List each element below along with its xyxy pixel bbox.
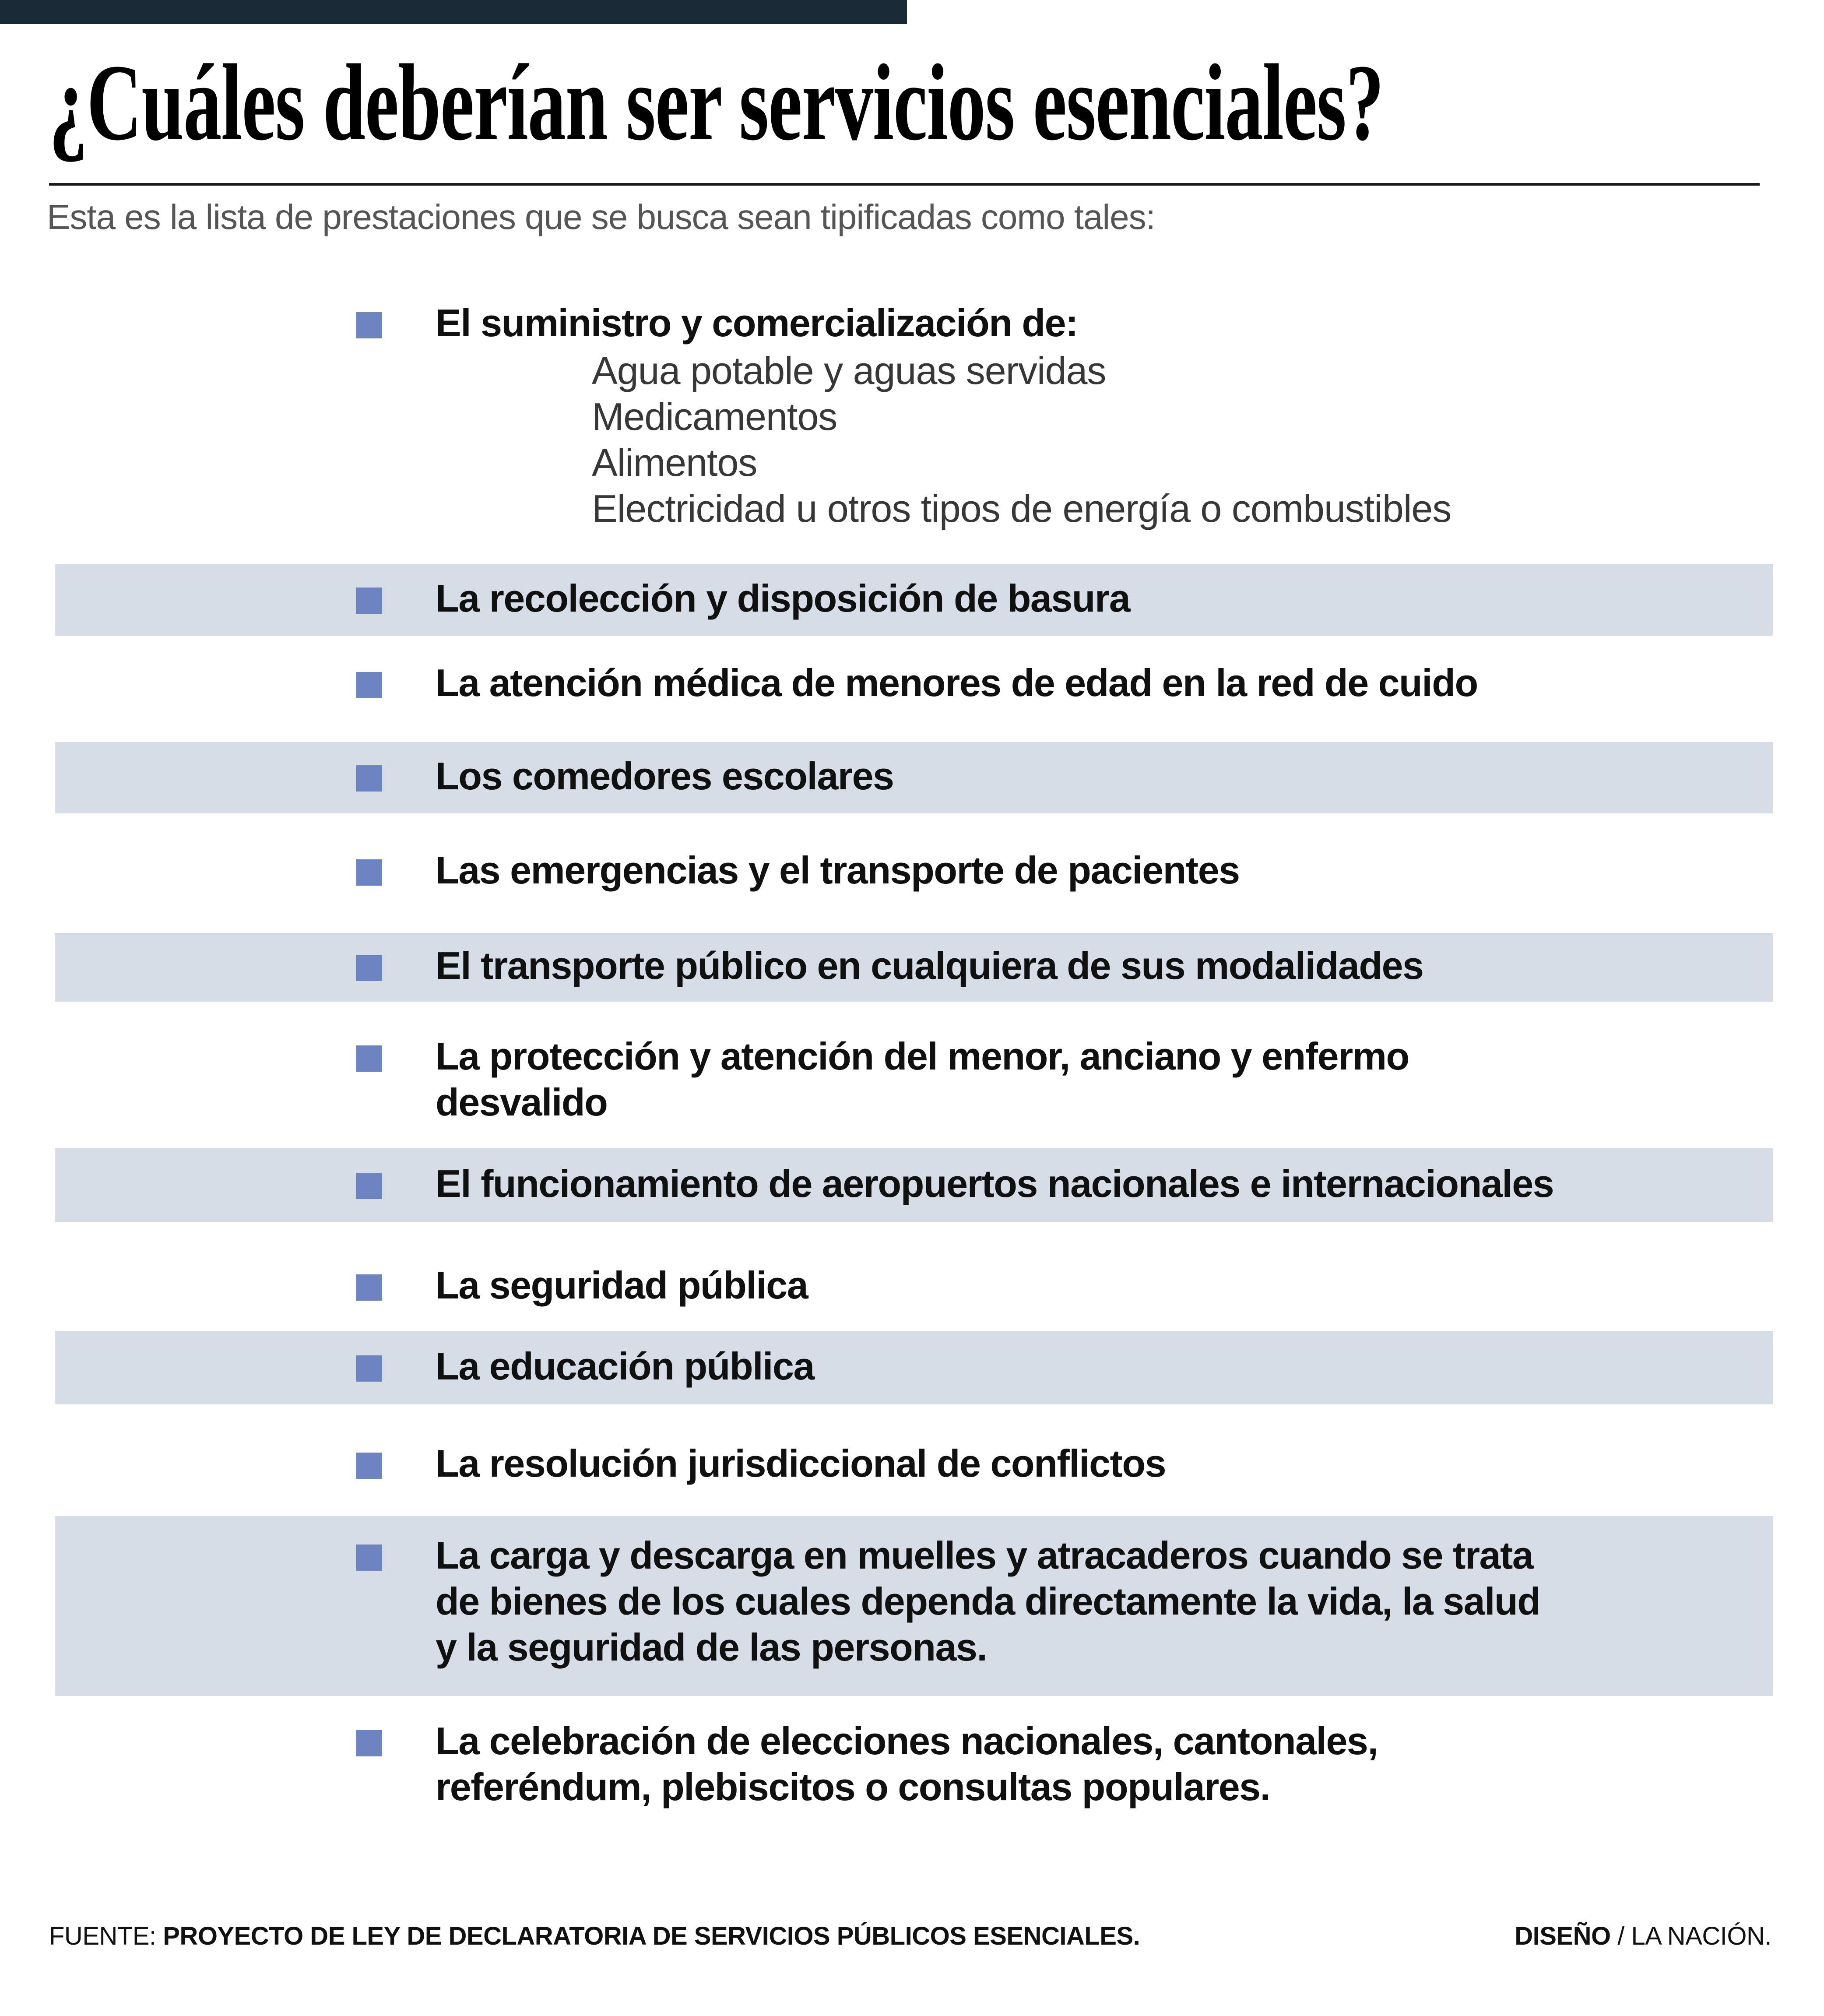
bullet-square-icon (356, 859, 382, 886)
row-stripe (55, 742, 1773, 813)
source-text: PROYECTO DE LEY DE DECLARATORIA DE SERVICIOS PÚBLICOS ESENCIALES. (163, 1922, 1140, 1950)
list-item-line: La celebración de elecciones nacionales, cantonales, (436, 1719, 1378, 1763)
list-item-label: La educación pública (436, 1344, 814, 1388)
top-accent-bar (0, 0, 907, 24)
bullet-square-icon (356, 1274, 382, 1301)
bullet-square-icon (356, 1173, 382, 1199)
design-credit (1515, 1921, 1771, 1952)
list-item-line: La carga y descarga en muelles y atracaderos cuando se trata (436, 1534, 1533, 1577)
page-title: ¿Cuáles deberían ser servicios esenciales? (49, 42, 1384, 163)
list-item-line: La protección y atención del menor, anciano y enfermo (436, 1034, 1409, 1078)
bullet-square-icon (356, 955, 382, 981)
bullet-square-icon (356, 765, 382, 792)
sub-item: Electricidad u otros tipos de energía o combustibles (592, 487, 1451, 530)
bullet-square-icon (356, 1045, 382, 1072)
list-item-label: El suministro y comercialización de: (436, 301, 1078, 345)
list-item-label: La atención médica de menores de edad en la red de cuido (436, 661, 1478, 704)
bullet-square-icon (356, 312, 382, 338)
source-credit (49, 1921, 1140, 1952)
design-label: DISEÑO (1515, 1922, 1611, 1950)
list-item-line: y la seguridad de las personas. (436, 1625, 987, 1669)
bullet-square-icon (356, 1355, 382, 1382)
sub-item: Agua potable y aguas servidas (592, 349, 1106, 392)
row-stripe (55, 1331, 1773, 1404)
list-item-label: Los comedores escolares (436, 754, 894, 798)
source-label: FUENTE: (49, 1922, 156, 1950)
list-item-label: El transporte público en cualquiera de sus modalidades (436, 944, 1423, 987)
list-item-label: El funcionamiento de aeropuertos nacionales e internacionales (436, 1162, 1554, 1205)
bullet-square-icon (356, 1453, 382, 1479)
sub-item: Medicamentos (592, 395, 837, 438)
bullet-square-icon (356, 1545, 382, 1571)
list-item-line: referéndum, plebiscitos o consultas populares. (436, 1765, 1270, 1808)
list-item-label: La resolución jurisdiccional de conflictos (436, 1442, 1166, 1485)
bullet-square-icon (356, 588, 382, 614)
list-item-label: Las emergencias y el transporte de pacientes (436, 848, 1240, 892)
page-subtitle: Esta es la lista de prestaciones que se busca sean tipificadas como tales: (47, 197, 1155, 236)
list-item-label: La seguridad pública (436, 1263, 808, 1307)
sub-item: Alimentos (592, 441, 757, 484)
title-divider (49, 183, 1760, 186)
bullet-square-icon (356, 1730, 382, 1756)
design-text: / LA NACIÓN. (1617, 1922, 1771, 1950)
list-item-line: desvalido (436, 1080, 608, 1124)
list-item-label: La recolección y disposición de basura (436, 577, 1130, 620)
bullet-square-icon (356, 672, 382, 698)
list-item-line: de bienes de los cuales dependa directamente la vida, la salud (436, 1580, 1540, 1623)
